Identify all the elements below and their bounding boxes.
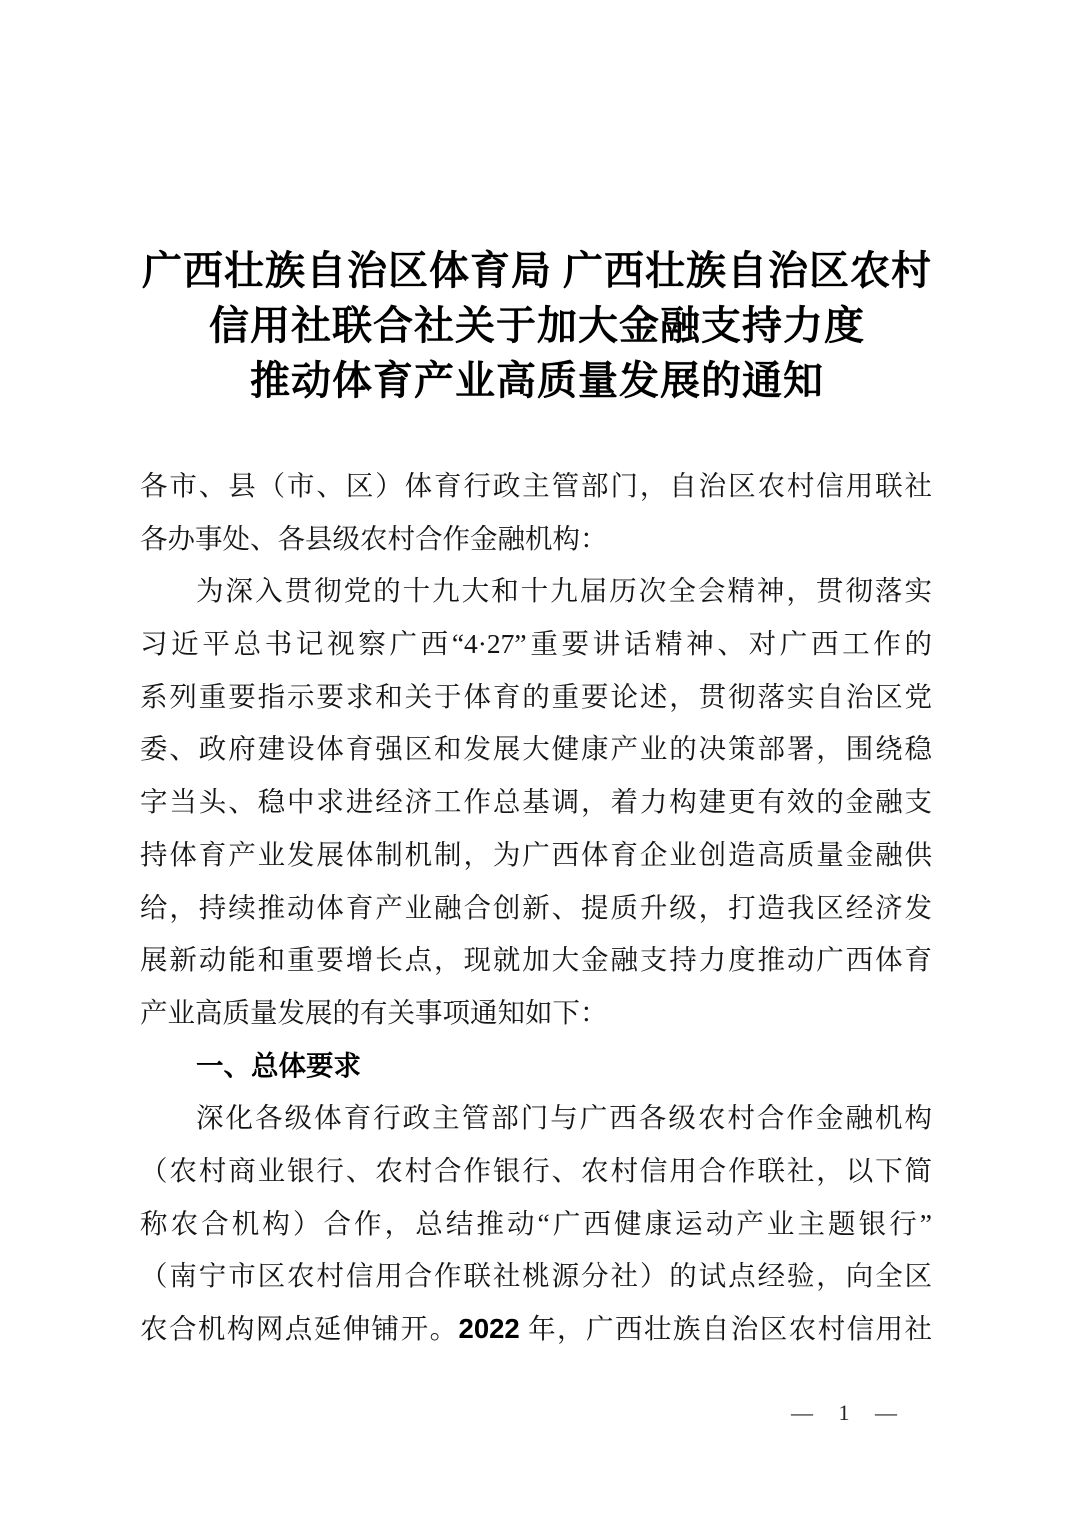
body-line: 产业高质量发展的有关事项通知如下：	[140, 996, 608, 1028]
body-line: 字当头、稳中求进经济工作总基调，着力构建更有效的金融支	[140, 786, 932, 818]
paragraph-section-1-body	[140, 1092, 932, 1355]
body-line: 系列重要指示要求和关于体育的重要论述，贯彻落实自治区党	[140, 680, 932, 712]
paragraph-intro	[140, 565, 932, 1039]
text-segment: 年，广西壮族自治区农村信用社	[519, 1313, 932, 1344]
document-title	[0, 243, 1074, 408]
paragraph-salutation	[140, 460, 932, 565]
body-line: 各办事处、各县级农村合作金融机构：	[140, 522, 608, 554]
body-line: 习近平总书记视察广西“4·27”重要讲话精神、对广西工作的	[140, 628, 932, 660]
body-line: 委、政府建设体育强区和发展大健康产业的决策部署，围绕稳	[140, 733, 932, 765]
section-heading: 一、总体要求	[196, 1049, 361, 1081]
body-line: 深化各级体育行政主管部门与广西各级农村合作金融机构	[196, 1102, 932, 1134]
body-line: 持体育产业发展体制机制，为广西体育企业创造高质量金融供	[140, 838, 932, 870]
body-line: 为深入贯彻党的十九大和十九届历次全会精神，贯彻落实	[196, 575, 932, 607]
bold-year-number: 2022	[458, 1313, 520, 1344]
body-block	[140, 460, 932, 1356]
title-line-3: 推动体育产业高质量发展的通知	[250, 358, 824, 403]
title-line-1: 广西壮族自治区体育局 广西壮族自治区农村	[142, 248, 932, 293]
text-segment: 农合机构网点延伸铺开。	[140, 1313, 459, 1344]
body-line: 给，持续推动体育产业融合创新、提质升级，打造我区经济发	[140, 891, 932, 923]
body-line: 称农合机构）合作，总结推动“广西健康运动产业主题银行”	[140, 1207, 932, 1239]
title-line-2: 信用社联合社关于加大金融支持力度	[209, 303, 865, 348]
body-line: 展新动能和重要增长点，现就加大金融支持力度推动广西体育	[140, 944, 932, 976]
body-line: （南宁市区农村信用合作联社桃源分社）的试点经验，向全区	[140, 1260, 932, 1292]
page-number: — 1 —	[791, 1400, 898, 1425]
body-line: （农村商业银行、农村合作银行、农村信用合作联社，以下简	[140, 1154, 932, 1186]
body-line: 各市、县（市、区）体育行政主管部门，自治区农村信用联社	[140, 470, 932, 501]
paragraph-section-1-heading	[140, 1040, 932, 1093]
body-line	[140, 1303, 932, 1356]
